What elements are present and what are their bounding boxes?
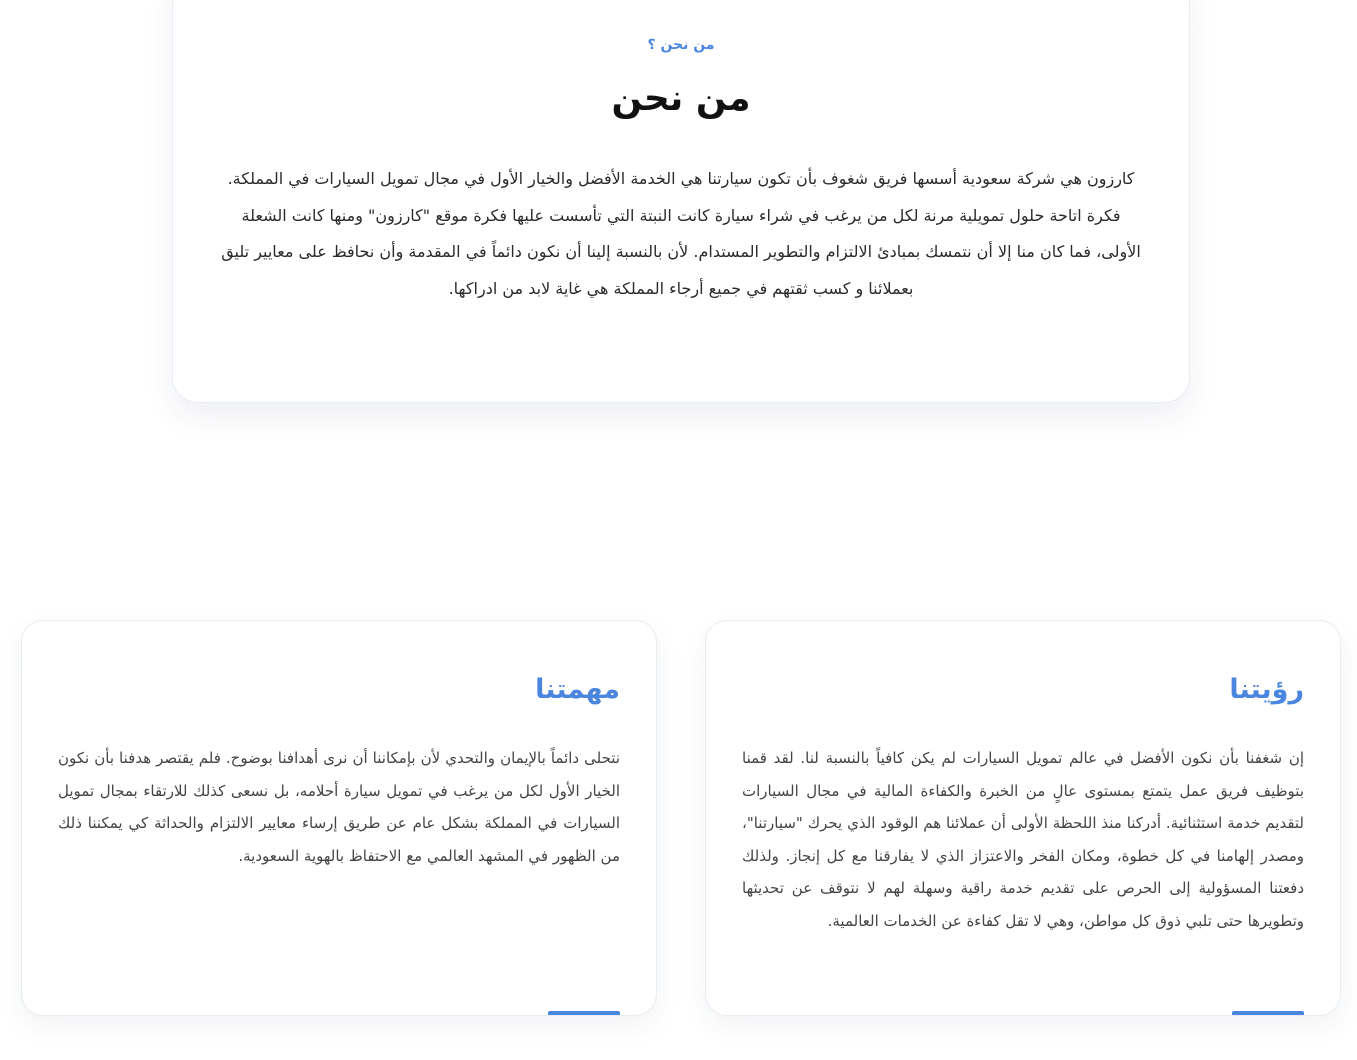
mission-card — [21, 620, 657, 1016]
vision-description: إن شغفنا بأن نكون الأفضل في عالم تمويل السيارات لم يكن كافياً بالنسبة لنا. لقد قمنا بتوظيف فريق عمل يتمتع بمستوى عالٍ من الخبرة والكفاءة المالية في مجال السيارات لتقديم خدمة استثنائية. أدركنا منذ اللحظة الأولى أن عملائنا هم الوقود الذي يحرك "سيارتنا"، ومصدر إلهامنا في كل خطوة، ومكان الفخر والاعتزاز الذي لا يفارقنا مع كل إنجاز. ولذلك دفعتنا المسؤولية إلى الحرص على تقديم خدمة راقية وسهلة لهم لا نتوقف عن تحديثها وتطويرها حتى تلبي ذوق كل مواطن، وهي لا تقل كفاءة عن الخدمات العالمية. — [742, 749, 1304, 930]
mission-accent-bar — [548, 1011, 620, 1015]
mission-title: مهمتنا — [535, 674, 620, 705]
vision-card — [705, 620, 1341, 1016]
vision-title: رؤيتنا — [1229, 674, 1304, 705]
about-description: كارزون هي شركة سعودية أسسها فريق شغوف بأن تكون سيارتنا هي الخدمة الأفضل والخيار الأول في مجال تمويل السيارات في المملكة. فكرة اتاحة حلول تمويلية مرنة لكل من يرغب في شراء سيارة كانت النبتة التي تأسست عليها فكرة موقع "كارزون" ومنها كانت الشعلة الأولى، فما كان منا إلا أن نتمسك بمبادئ الالتزام والتطوير المستدام. لأن بالنسبة إلينا أن نكون دائماً في المقدمة وأن نحافظ على معايير تليق بعملائنا و كسب ثقتهم في جميع أرجاء المملكة هي غاية لابد من ادراكها. — [221, 169, 1141, 298]
about-title: من نحن — [611, 78, 751, 119]
mission-description: نتحلى دائماً بالإيمان والتحدي لأن بإمكاننا أن نرى أهدافنا بوضوح. فلم يقتصر هدفنا بأن نكون الخيار الأول لكل من يرغب في تمويل سيارة أحلامه، بل نسعى كذلك للارتقاء بمجال تمويل السيارات في المملكة بشكل عام عن طريق إرساء معايير الالتزام والحداثة كي يمكننا ذلك من الظهور في المشهد العالمي مع الاحتفاظ بالهوية السعودية. — [58, 749, 620, 865]
vision-accent-bar — [1232, 1011, 1304, 1015]
about-eyebrow-label: من نحن ؟ — [647, 37, 715, 53]
about-us-card — [172, 0, 1190, 403]
